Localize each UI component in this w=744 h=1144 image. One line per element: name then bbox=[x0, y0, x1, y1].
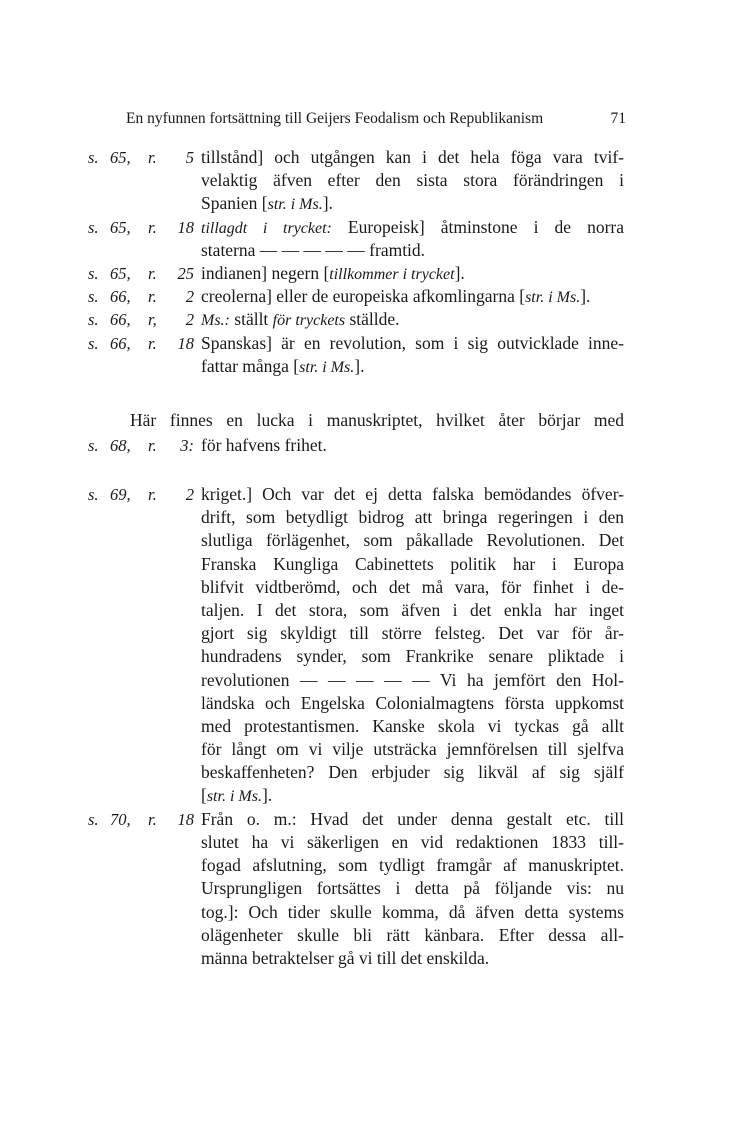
text-line: olägenheter skulle bli rätt känbara. Efter dessa all- bbox=[201, 924, 624, 945]
note-text bbox=[201, 483, 624, 808]
text-line: Från o. m.: Hvad det under denna gestalt etc. till bbox=[201, 808, 624, 829]
note-text bbox=[201, 146, 624, 216]
line-reference bbox=[88, 334, 193, 354]
text-line: fogad afslutning, som tydligt framgår af manuskriptet. bbox=[201, 855, 624, 876]
note-text bbox=[201, 285, 624, 308]
ref-r: r. bbox=[148, 333, 157, 353]
ref-page: 65, bbox=[110, 217, 131, 237]
note-text bbox=[201, 332, 624, 378]
text-line: gjort sig skyldigt till större felsteg. Det var för år- bbox=[201, 623, 624, 644]
note-text bbox=[201, 262, 624, 285]
ref-s: s. bbox=[88, 436, 99, 455]
text-line: staterna — — — — — framtid. bbox=[201, 239, 426, 260]
ref-page: 68, bbox=[110, 436, 131, 455]
text-line: ländska och Engelska Colonialmagtens första uppkomst bbox=[201, 692, 624, 713]
text-line: creolerna] eller de europeiska afkomlingarna [str. i Ms.]. bbox=[201, 286, 591, 307]
note-text bbox=[201, 308, 624, 331]
line-reference bbox=[88, 810, 193, 830]
running-title: En nyfunnen fortsättning till Geijers Feodalism och Republikanism bbox=[126, 110, 544, 127]
text-line: revolutionen — — — — — Vi ha jemfört den Hol- bbox=[201, 669, 624, 690]
text-line: Ms.: ställt för tryckets ställde. bbox=[201, 309, 400, 330]
text-line: Spanskas] är en revolution, som i sig outvicklade inne- bbox=[201, 332, 624, 353]
text-line: beskaffenheten? Den erbjuder sig likväl af sig själf bbox=[201, 762, 624, 783]
text-line: tillstånd] och utgången kan i det hela föga vara tvif- bbox=[201, 147, 624, 167]
ref-page: 66, bbox=[110, 333, 131, 353]
ref-r: r. bbox=[148, 485, 157, 504]
ref-r: r. bbox=[148, 287, 157, 307]
ref-line: 18 bbox=[177, 333, 194, 353]
text-line: tillagdt i trycket: Europeisk] åtminstone i de norra bbox=[201, 216, 624, 237]
ref-line: 18 bbox=[177, 809, 194, 829]
text-line: drift, som betydligt bidrog att bringa regeringen i den bbox=[201, 507, 624, 528]
line-reference bbox=[88, 148, 193, 168]
ref-page: 66, bbox=[110, 310, 131, 330]
ref-page: 70, bbox=[110, 809, 131, 829]
note-text bbox=[201, 808, 624, 970]
gap-note: Här finnes en lucka i manuskriptet, hvilket åter börjar med bbox=[130, 410, 624, 430]
line-reference bbox=[88, 287, 193, 307]
ref-s: s. bbox=[88, 809, 99, 829]
text-line: velaktig äfven efter den sista stora förändringen i bbox=[201, 170, 624, 191]
ref-line: 2 bbox=[185, 287, 194, 307]
line-reference bbox=[88, 436, 193, 456]
text-line: Spanien [str. i Ms.]. bbox=[201, 193, 333, 214]
ref-page: 66, bbox=[110, 287, 131, 307]
running-header bbox=[126, 110, 626, 128]
text-line: tog.]: Och tider skulle komma, då äfven detta systems bbox=[201, 901, 624, 922]
text-line: med protestantismen. Kanske skola vi tyckas gå allt bbox=[201, 715, 624, 736]
text-line: slutet ha vi säkerligen en vid redaktionen 1833 till- bbox=[201, 831, 624, 852]
ref-s: s. bbox=[88, 217, 99, 237]
ref-s: s. bbox=[88, 264, 99, 283]
ref-r: r, bbox=[148, 310, 157, 330]
text-line: blifvit vidtberömd, och det må vara, för finhet i de- bbox=[201, 576, 624, 597]
text-line: Ursprungligen fortsättes i detta på följande vis: nu bbox=[201, 878, 624, 899]
ref-r: r. bbox=[148, 436, 157, 455]
text-line: kriget.] Och var det ej detta falska bemödandes öfver- bbox=[201, 484, 624, 504]
line-reference bbox=[88, 485, 193, 505]
ref-r: r. bbox=[148, 217, 157, 237]
page-number: 71 bbox=[610, 110, 626, 127]
text-line: slutliga förlägenhet, som påkallade Revolutionen. Det bbox=[201, 530, 624, 551]
line-reference bbox=[88, 264, 193, 284]
ref-s: s. bbox=[88, 287, 99, 307]
line-reference bbox=[88, 310, 193, 330]
ref-s: s. bbox=[88, 148, 99, 167]
text-line: taljen. I det stora, som äfven i det enkla har inget bbox=[201, 599, 624, 620]
ref-line: 2 bbox=[185, 310, 194, 330]
text-line: Franska Kungliga Cabinettets politik har i Europa bbox=[201, 553, 624, 574]
ref-line: 3: bbox=[180, 436, 194, 455]
ref-line: 25 bbox=[177, 264, 194, 283]
text-line: indianen] negern [tillkommer i trycket]. bbox=[201, 263, 465, 283]
ref-page: 65, bbox=[110, 148, 131, 167]
ref-r: r. bbox=[148, 809, 157, 829]
text-line: för långt om vi vilje utsträcka jemnförelsen till sjelfva bbox=[201, 739, 624, 760]
ref-line: 2 bbox=[185, 485, 194, 504]
ref-r: r. bbox=[148, 264, 157, 283]
text-line: männa betraktelser gå vi till det enskilda. bbox=[201, 947, 490, 968]
line-reference bbox=[88, 218, 193, 238]
ref-s: s. bbox=[88, 485, 99, 504]
ref-line: 18 bbox=[177, 217, 194, 237]
ref-s: s. bbox=[88, 333, 99, 353]
ref-line: 5 bbox=[185, 148, 194, 167]
ref-page: 65, bbox=[110, 264, 131, 283]
text-line: hundradens synder, som Frankrike senare pliktade i bbox=[201, 646, 624, 667]
text-line: fattar många [str. i Ms.]. bbox=[201, 355, 365, 376]
ref-page: 69, bbox=[110, 485, 131, 504]
note-text bbox=[201, 216, 624, 262]
ref-r: r. bbox=[148, 148, 157, 167]
text-line: [str. i Ms.]. bbox=[201, 785, 273, 806]
gap-continuation: för hafvens frihet. bbox=[201, 435, 327, 455]
ref-s: s. bbox=[88, 310, 99, 330]
